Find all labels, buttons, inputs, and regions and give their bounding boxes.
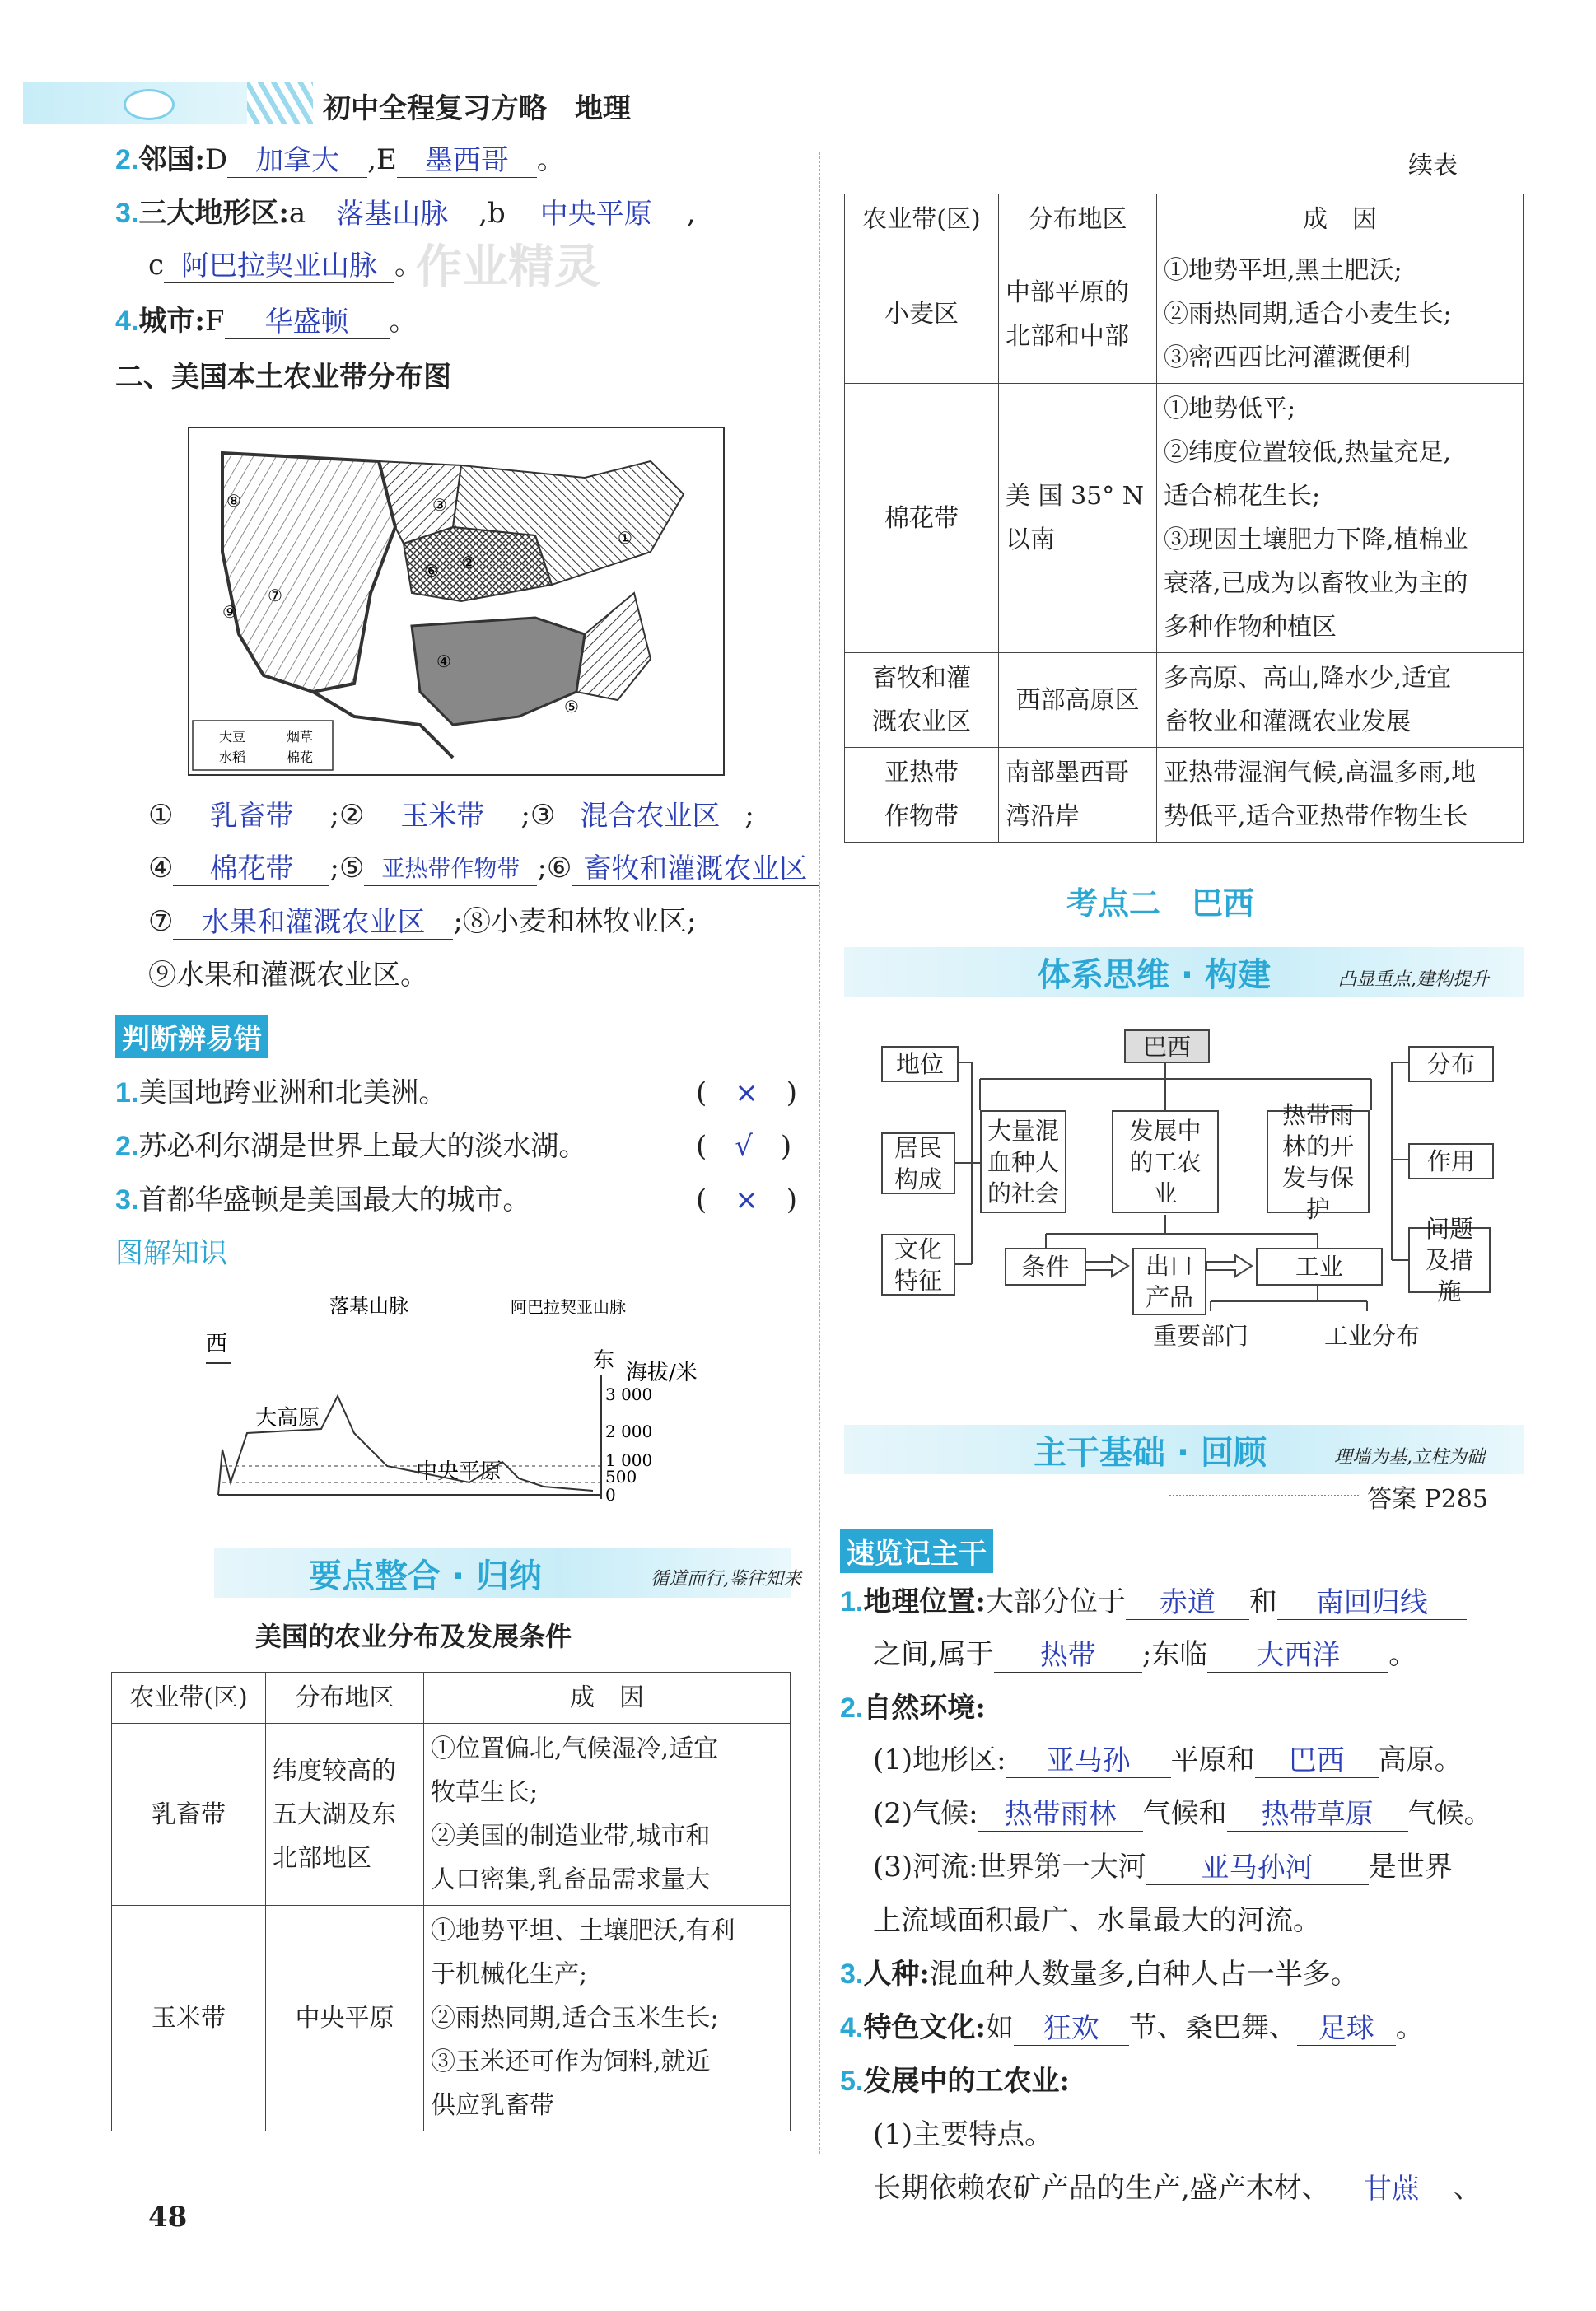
- flow-bottom-2: 工业分布: [1324, 1322, 1421, 1350]
- map-label-1: ①: [618, 528, 632, 548]
- map-label-8: ⑧: [226, 491, 241, 511]
- belt-row-3: ⑦ 水果和灌溉农业区 ;⑧小麦和林牧业区;: [148, 905, 697, 939]
- map-label-7: ⑦: [268, 586, 282, 605]
- sulan-tag: 速览记主干: [840, 1529, 993, 1573]
- table-title: 美国的农业分布及发展条件: [255, 1621, 572, 1652]
- kaodian-title: 考点二 巴西: [1066, 885, 1255, 922]
- agri-table-left: [111, 1672, 791, 2131]
- watermark: 作业精灵: [416, 240, 600, 294]
- cell-belt: 畜牧和灌 溉农业区: [845, 653, 999, 748]
- judge-2: 2.苏必利尔湖是世界上最大的淡水湖。: [115, 1130, 587, 1163]
- map-cotton: [412, 618, 585, 725]
- agri-table-right: [844, 194, 1524, 843]
- banner-system-sub: 凸显重点,建构提升: [1338, 969, 1489, 990]
- column-divider: [819, 152, 820, 2154]
- map-label-5: ⑤: [564, 697, 579, 717]
- profile-west: 西: [206, 1332, 228, 1356]
- flow-chain-2: 出口产品: [1132, 1248, 1206, 1315]
- map-label-9: ⑨: [222, 602, 237, 622]
- cell-area: 纬度较高的 五大湖及东 北部地区: [266, 1724, 424, 1906]
- brazil-q2-1: (1)地形区: 亚马孙 平原和 巴西 高原。: [873, 1744, 1463, 1777]
- flow-left-2: 居民构成: [881, 1132, 955, 1194]
- tick-3000: 3 000: [605, 1384, 653, 1404]
- brazil-q2-2: (2)气候: 热带雨林 气候和 热带草原 气候。: [873, 1797, 1492, 1831]
- eye-icon: [124, 89, 175, 120]
- flow-mid-1: 大量混血种人的社会: [980, 1110, 1066, 1213]
- brazil-flowchart: [873, 1021, 1515, 1400]
- cell-belt: 亚热带 作物带: [845, 748, 999, 843]
- profile-appal: 阿巴拉契亚山脉: [511, 1297, 626, 1317]
- q3-landforms-c: c 阿巴拉契亚山脉 。: [148, 249, 423, 282]
- cell-area: 南部墨西哥 湾沿岸: [999, 748, 1157, 843]
- judge-3: 3.首都华盛顿是美国最大的城市。: [115, 1184, 531, 1216]
- cell-area: 中央平原: [266, 1906, 424, 2131]
- map-label-2: ②: [461, 553, 476, 572]
- map-west: [222, 453, 395, 692]
- cell-cause: ①地势低平; ②纬度位置较低,热量充足, 适合棉花生长; ③现因土壤肥力下降,植棉业 衰落,已成为以畜牧业为主的 多种作物种植区: [1157, 384, 1524, 653]
- brazil-q5-2: 长期依赖农矿产品的生产,盛产木材、 甘蔗 、: [873, 2172, 1482, 2206]
- flow-right-3: 问题及措施: [1408, 1227, 1491, 1293]
- brazil-q2-3-cont: 上流域面积最广、水量最大的河流。: [873, 1904, 1321, 1937]
- header-stripes: [247, 82, 313, 124]
- terrain-profile: [198, 1285, 725, 1524]
- brazil-q5-1: (1)主要特点。: [873, 2118, 1053, 2151]
- brazil-q2-3: (3)河流:世界第一大河 亚马孙河 是世界: [873, 1851, 1453, 1884]
- flow-chain-3: 工业: [1256, 1248, 1383, 1286]
- map-florida: [576, 593, 651, 700]
- belt-row-4: ⑨水果和灌溉农业区。: [148, 959, 428, 992]
- flow-chain-1: 条件: [1005, 1248, 1086, 1286]
- th-belt: 农业带(区): [112, 1673, 266, 1724]
- legend-cotton: 棉花: [287, 749, 314, 765]
- legend-tobacco: 烟草: [287, 729, 314, 745]
- profile-rocky: 落基山脉: [329, 1295, 408, 1318]
- map-label-6: ⑥: [424, 561, 439, 581]
- tick-0: 0: [605, 1485, 616, 1505]
- th-area: 分布地区: [999, 194, 1157, 245]
- header-title: 初中全程复习方略 地理: [323, 92, 631, 125]
- cell-area: 西部高原区: [999, 653, 1157, 748]
- belt-row-2: ④ 棉花带 ;⑤ 亚热带作物带 ;⑥ 畜牧和灌溉农业区: [148, 850, 819, 886]
- map-label-3: ③: [432, 495, 447, 515]
- brazil-q5: 5.发展中的工农业:: [840, 2065, 1070, 2098]
- banner-summary-title: 要点整合 · 归纳: [309, 1557, 543, 1595]
- flow-mid-3: 热带雨林的开发与保护: [1267, 1110, 1370, 1213]
- cell-cause: ①地势平坦、土壤肥沃,有利 于机械化生产; ②雨热同期,适合玉米生长; ③玉米还可作为饲料,就近 供应乳畜带: [424, 1906, 791, 2131]
- judge-tag: 判断辨易错: [115, 1015, 268, 1058]
- answer-ref-line: [1169, 1495, 1359, 1496]
- profile-plain: 中央平原: [416, 1459, 502, 1484]
- th-area: 分布地区: [266, 1673, 424, 1724]
- profile-svg: [198, 1285, 725, 1524]
- th-belt: 农业带(区): [845, 194, 999, 245]
- cell-belt: 小麦区: [845, 245, 999, 384]
- continued-label: 续表: [1408, 152, 1458, 180]
- usa-map-svg: [189, 428, 723, 774]
- flow-bottom-1: 重要部门: [1153, 1322, 1249, 1350]
- banner-review-sub: 理墙为基,立柱为础: [1334, 1447, 1485, 1468]
- cell-cause: 多高原、高山,降水少,适宜 畜牧业和灌溉农业发展: [1157, 653, 1524, 748]
- cell-belt: 乳畜带: [112, 1724, 266, 1906]
- tick-1000: 1 000: [605, 1450, 653, 1470]
- map-label-4: ④: [436, 651, 451, 671]
- brazil-q1: 1.地理位置:大部分位于 赤道 和 南回归线: [840, 1584, 1467, 1620]
- profile-plateau: 大高原: [255, 1406, 320, 1431]
- brazil-q4: 4.特色文化:如 狂欢 节、桑巴舞、 足球 。: [840, 2011, 1424, 2045]
- q2-neighbors: 2.邻国:D 加拿大 ,E 墨西哥 。: [115, 143, 565, 177]
- judge-1-answer: ( × ): [696, 1076, 798, 1109]
- banner-summary-sub: 循道而行,鉴往知来: [651, 1569, 801, 1590]
- judge-1: 1.美国地跨亚洲和北美洲。: [115, 1076, 447, 1109]
- brazil-q2: 2.自然环境:: [840, 1692, 986, 1725]
- legend-rice: 水稻: [219, 749, 246, 765]
- q4-city: 4.城市:F 华盛顿 。: [115, 305, 418, 338]
- tujie-label: 图解知识: [115, 1237, 227, 1270]
- banner-review-title: 主干基础 · 回顾: [1034, 1434, 1267, 1472]
- brazil-q3: 3.人种:混血种人数量多,白种人占一半多。: [840, 1958, 1359, 1991]
- page-number: 48: [148, 2201, 188, 2234]
- tick-2000: 2 000: [605, 1422, 653, 1441]
- cell-cause: ①位置偏北,气候湿冷,适宜 牧草生长; ②美国的制造业带,城市和 人口密集,乳畜品需求量大: [424, 1724, 791, 1906]
- profile-altitude: 海拔/米: [626, 1361, 698, 1385]
- cell-cause: 亚热带湿润气候,高温多雨,地 势低平,适合亚热带作物生长: [1157, 748, 1524, 843]
- cell-area: 美 国 35° N 以南: [999, 384, 1157, 653]
- belt-row-1: ① 乳畜带 ;② 玉米带 ;③ 混合农业区 ;: [148, 799, 754, 833]
- flow-center: 巴西: [1124, 1029, 1210, 1063]
- cell-cause: ①地势平坦,黑土肥沃; ②雨热同期,适合小麦生长; ③密西西比河灌溉便利: [1157, 245, 1524, 384]
- th-cause: 成 因: [424, 1673, 791, 1724]
- th-cause: 成 因: [1157, 194, 1524, 245]
- cell-area: 中部平原的 北部和中部: [999, 245, 1157, 384]
- legend-soy: 大豆: [219, 729, 246, 745]
- flow-mid-2: 发展中的工农业: [1112, 1110, 1219, 1213]
- banner-system-title: 体系思维 · 构建: [1038, 956, 1272, 994]
- section2-title: 二、美国本土农业带分布图: [115, 361, 451, 394]
- tick-500: 500: [605, 1467, 637, 1487]
- q3-landforms: 3.三大地形区:a 落基山脉 ,b 中央平原 ,: [115, 197, 696, 231]
- answer-ref: 答案 P285: [1367, 1485, 1488, 1514]
- flow-left-3: 文化特征: [881, 1234, 955, 1296]
- brazil-q1-cont: 之间,属于 热带 ;东临 大西洋 。: [873, 1638, 1417, 1672]
- profile-east: 东: [593, 1348, 615, 1373]
- judge-3-answer: ( × ): [696, 1184, 798, 1216]
- judge-2-answer: ( √ ): [696, 1130, 792, 1163]
- cell-belt: 棉花带: [845, 384, 999, 653]
- usa-agri-map: [188, 427, 725, 776]
- flow-right-2: 作用: [1408, 1143, 1494, 1179]
- flow-left-1: 地位: [881, 1046, 959, 1082]
- cell-belt: 玉米带: [112, 1906, 266, 2131]
- flow-right-1: 分布: [1408, 1046, 1494, 1082]
